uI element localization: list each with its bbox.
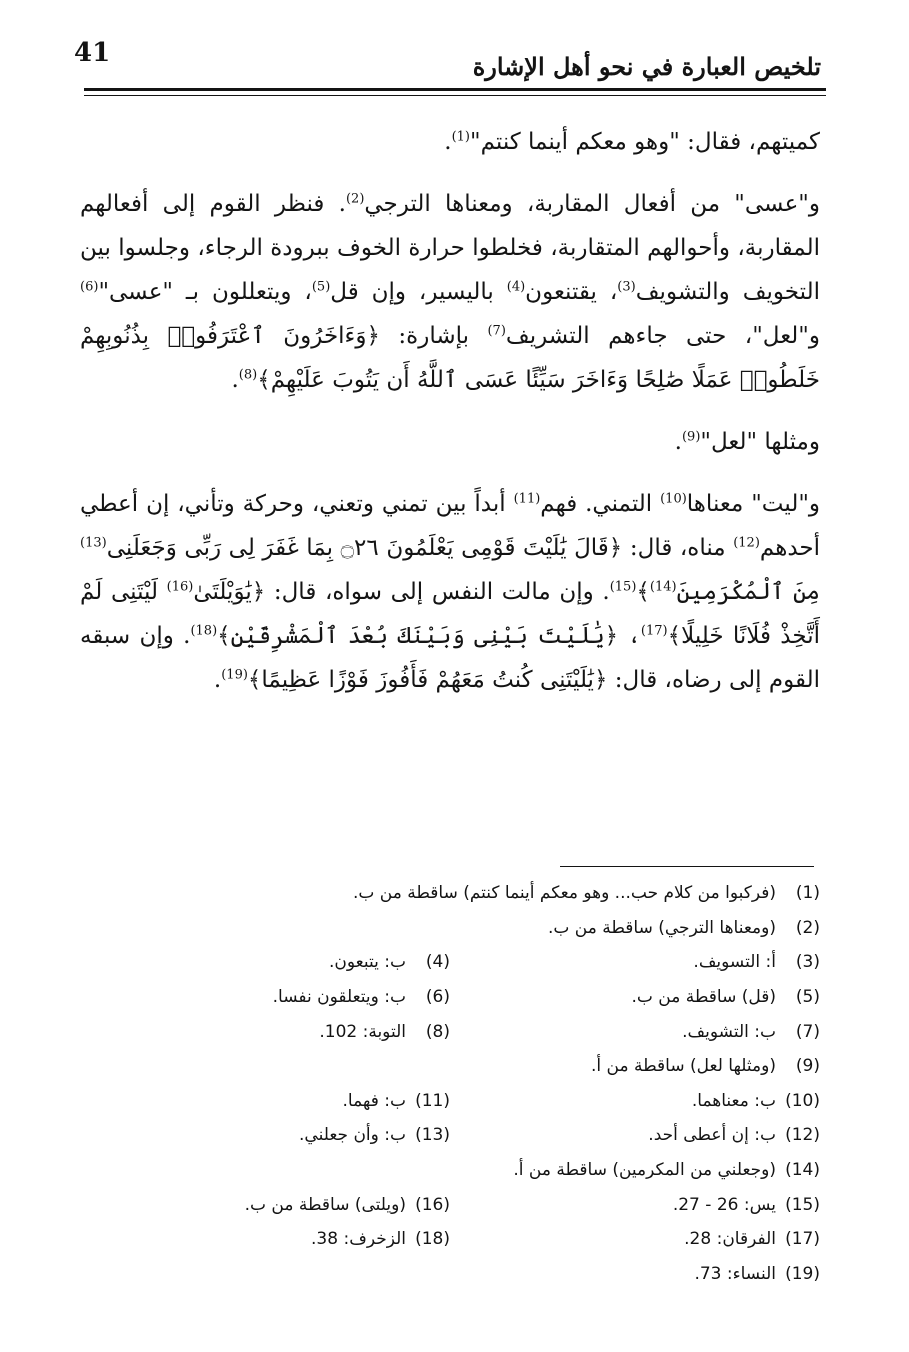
footnote-row: [100, 876, 820, 911]
footnote-ref: (16): [166, 579, 194, 595]
text: . فنظر القوم إلى أفعالهم المقاربة، وأحوالهم المتقاربة، فخلطوا حرارة الخوف ببرودة الرجاء، وجلسوا بين التخويف والتشويف: [80, 191, 820, 305]
footnote-ref: (15): [609, 579, 637, 595]
footnote-item: [110, 1022, 450, 1042]
footnote-row: [100, 1257, 820, 1292]
footnote-ref: (1): [451, 129, 470, 145]
footnote-number: (15): [785, 1194, 820, 1215]
footnote-number: (11): [415, 1090, 450, 1111]
quran-verse: ﴿قَالَ يَٰلَيْتَ قَوْمِى يَعْلَمُونَ ۝٢٦ بِمَا غَفَرَ لِى رَبِّى وَجَعَلَنِى: [106, 535, 623, 561]
footnote-number: (3): [795, 952, 820, 973]
footnote-text: التوبة: 102.: [319, 1021, 406, 1042]
footnote-text: الزخرف: 38.: [311, 1229, 406, 1250]
footnote-number: (4): [425, 952, 450, 973]
header-rule-thin: [84, 95, 826, 96]
footnote-row: [100, 1187, 820, 1222]
footnote-item: [450, 987, 820, 1007]
body-text: [80, 120, 820, 720]
paragraph-2: [80, 182, 820, 402]
text: التمني. فهم: [540, 491, 661, 517]
footnote-ref: (9): [681, 429, 701, 445]
footnote-number: (6): [425, 987, 450, 1008]
footnote-ref: (19): [221, 667, 248, 683]
quran-verse: ﴿يَٰلَيْتَ بَيْنِى وَبَيْنَكَ بُعْدَ ٱلْمَشْرِقَيْنِ﴾: [217, 623, 619, 649]
footnote-text: ب: فهما.: [342, 1090, 406, 1111]
footnote-text: (ومعناها الترجي) ساقطة من ب.: [547, 917, 776, 938]
footnote-row: [100, 980, 820, 1015]
footnote-text: (فركبوا من كلام حب... وهو معكم أينما كنتم) ساقطة من ب.: [352, 883, 776, 904]
footnote-item: [694, 1264, 820, 1284]
footnote-ref: (7): [487, 323, 506, 339]
footnote-text: ب: إن أعطى أحد.: [648, 1125, 776, 1146]
footnote-row: [100, 1014, 820, 1049]
footnote-item: [450, 1022, 820, 1042]
footnote-item: [450, 952, 820, 972]
footnote-ref: (2): [345, 191, 365, 207]
footnote-number: (5): [795, 987, 820, 1008]
quran-verse: مِنَ ٱلْمُكْرَمِينَ: [676, 579, 821, 605]
footnote-text: ب: يتبعون.: [329, 952, 406, 973]
footnotes: [100, 876, 820, 1291]
footnote-number: (18): [415, 1229, 450, 1250]
footnote-text: (قل) ساقطة من ب.: [631, 987, 776, 1008]
quran-verse: ﴾: [636, 579, 650, 605]
text: .: [674, 429, 682, 455]
text: كميتهم، فقال: "وهو معكم أينما كنتم": [470, 129, 820, 155]
paragraph-4: [80, 482, 820, 702]
footnote-text: ب: وأن جعلني.: [299, 1125, 406, 1146]
footnote-row: [100, 911, 820, 946]
footnote-number: (13): [415, 1125, 450, 1146]
text: . وإن سبقه القوم إلى رضاه، قال:: [80, 623, 820, 693]
footnote-number: (1): [795, 883, 820, 904]
footnote-number: (14): [785, 1160, 820, 1181]
footnote-item: [110, 1091, 450, 1111]
text: باليسير، وإن قل: [330, 279, 507, 305]
text: و"ليت" معناها: [686, 491, 821, 517]
text: ،: [618, 623, 641, 649]
footnote-number: (2): [795, 917, 820, 938]
footnote-row: [100, 1084, 820, 1119]
page-number: 41: [74, 38, 111, 68]
text: بإشارة:: [379, 323, 488, 349]
footnote-ref: (5): [311, 279, 331, 295]
footnote-number: (7): [795, 1021, 820, 1042]
text: و"لعل"، حتى جاءهم التشريف: [505, 323, 820, 349]
footnote-text: ب: معناهما.: [691, 1090, 776, 1111]
footnote-ref: (10): [660, 491, 687, 507]
footnote-item: [450, 1229, 820, 1249]
footnote-item: [110, 1125, 450, 1145]
text: ، ويتعللون بـ "عسى": [98, 279, 312, 305]
quran-verse: لَيْتَنِى لَمْ أَتَّخِذْ فُلَانًا خَلِيلًا﴾: [80, 579, 820, 649]
header-rule-thick: [84, 88, 826, 91]
footnote-ref: (17): [640, 623, 668, 639]
footnote-item: [450, 1195, 820, 1215]
footnote-item: [450, 1125, 820, 1145]
quran-verse: ﴿يَٰوَيْلَتَىٰ: [193, 579, 266, 605]
text: أبداً بين تمني وتعني، وحركة وتأني، إن أعطي أحدهم: [80, 491, 821, 561]
footnote-number: (9): [795, 1056, 820, 1077]
footnote-item: [110, 1195, 450, 1215]
footnote-number: (12): [785, 1125, 820, 1146]
footnote-number: (16): [415, 1194, 450, 1215]
footnote-number: (17): [785, 1229, 820, 1250]
text: .: [444, 129, 452, 155]
footnote-item: [353, 883, 820, 903]
footnote-ref: (11): [513, 491, 541, 507]
paragraph-3: [80, 420, 820, 464]
footnote-ref: (4): [506, 279, 526, 295]
footnote-text: ب: التشويف.: [682, 1021, 776, 1042]
footnote-text: (ومثلها لعل) ساقطة من أ.: [590, 1056, 776, 1077]
running-title: تلخيص العبارة في نحو أهل الإشارة: [472, 52, 821, 81]
text: ، يقتنعون: [525, 279, 618, 305]
footnote-text: (ويلتى) ساقطة من ب.: [244, 1194, 406, 1215]
footnote-text: أ: التسويف.: [693, 952, 776, 973]
footnote-text: ب: ويتعلقون نفسا.: [272, 987, 406, 1008]
footnote-ref: (13): [80, 535, 107, 551]
footnote-ref: (6): [80, 279, 99, 295]
footnote-row: [100, 945, 820, 980]
text: مناه، قال:: [622, 535, 734, 561]
footnote-number: (10): [785, 1090, 820, 1111]
text: .: [213, 667, 222, 693]
footnote-row: [100, 1118, 820, 1153]
footnote-item: [548, 918, 820, 938]
quran-verse: ﴿يَٰلَيْتَنِى كُنتُ مَعَهُمْ فَأَفُوزَ فَوْزًا عَظِيمًا﴾: [247, 667, 608, 693]
footnote-number: (8): [425, 1021, 450, 1042]
footnote-ref: (18): [190, 623, 218, 639]
footnote-item: [110, 987, 450, 1007]
footnote-item: [513, 1160, 820, 1180]
text: و"عسى" من أفعال المقاربة، ومعناها الترجي: [364, 191, 820, 217]
footnote-item: [110, 1229, 450, 1249]
text: ومثلها "لعل": [700, 429, 820, 455]
footnote-text: (وجعلني من المكرمين) ساقطة من أ.: [513, 1160, 776, 1181]
footnote-ref: (14): [649, 579, 677, 595]
footnote-ref: (8): [238, 367, 258, 383]
paragraph-1: [80, 120, 820, 164]
footnote-item: [591, 1056, 820, 1076]
footnote-item: [450, 1091, 820, 1111]
text: . وإن مالت النفس إلى سواه، قال:: [265, 579, 610, 605]
quran-verse: ﴿وَءَاخَرُونَ ٱعْتَرَفُوا۟ بِذُنُوبِهِمْ خَلَطُوا۟ عَمَلًا صَٰلِحًا وَءَاخَرَ سَيِّئًا عَسَى ٱللَّهُ أَن يَتُوبَ عَلَيْهِمْ﴾: [80, 323, 820, 393]
footnote-ref: (3): [617, 279, 636, 295]
footnote-ref: (12): [733, 535, 760, 551]
footnote-separator: [560, 866, 814, 867]
text: .: [231, 367, 239, 393]
footnote-row: [100, 1153, 820, 1188]
footnote-text: الفرقان: 28.: [684, 1229, 776, 1250]
footnote-text: النساء: 73.: [694, 1263, 776, 1284]
footnote-row: [100, 1222, 820, 1257]
footnote-item: [110, 952, 450, 972]
footnote-text: يس: 26 - 27.: [672, 1194, 776, 1215]
footnote-number: (19): [785, 1263, 820, 1284]
footnote-row: [100, 1049, 820, 1084]
